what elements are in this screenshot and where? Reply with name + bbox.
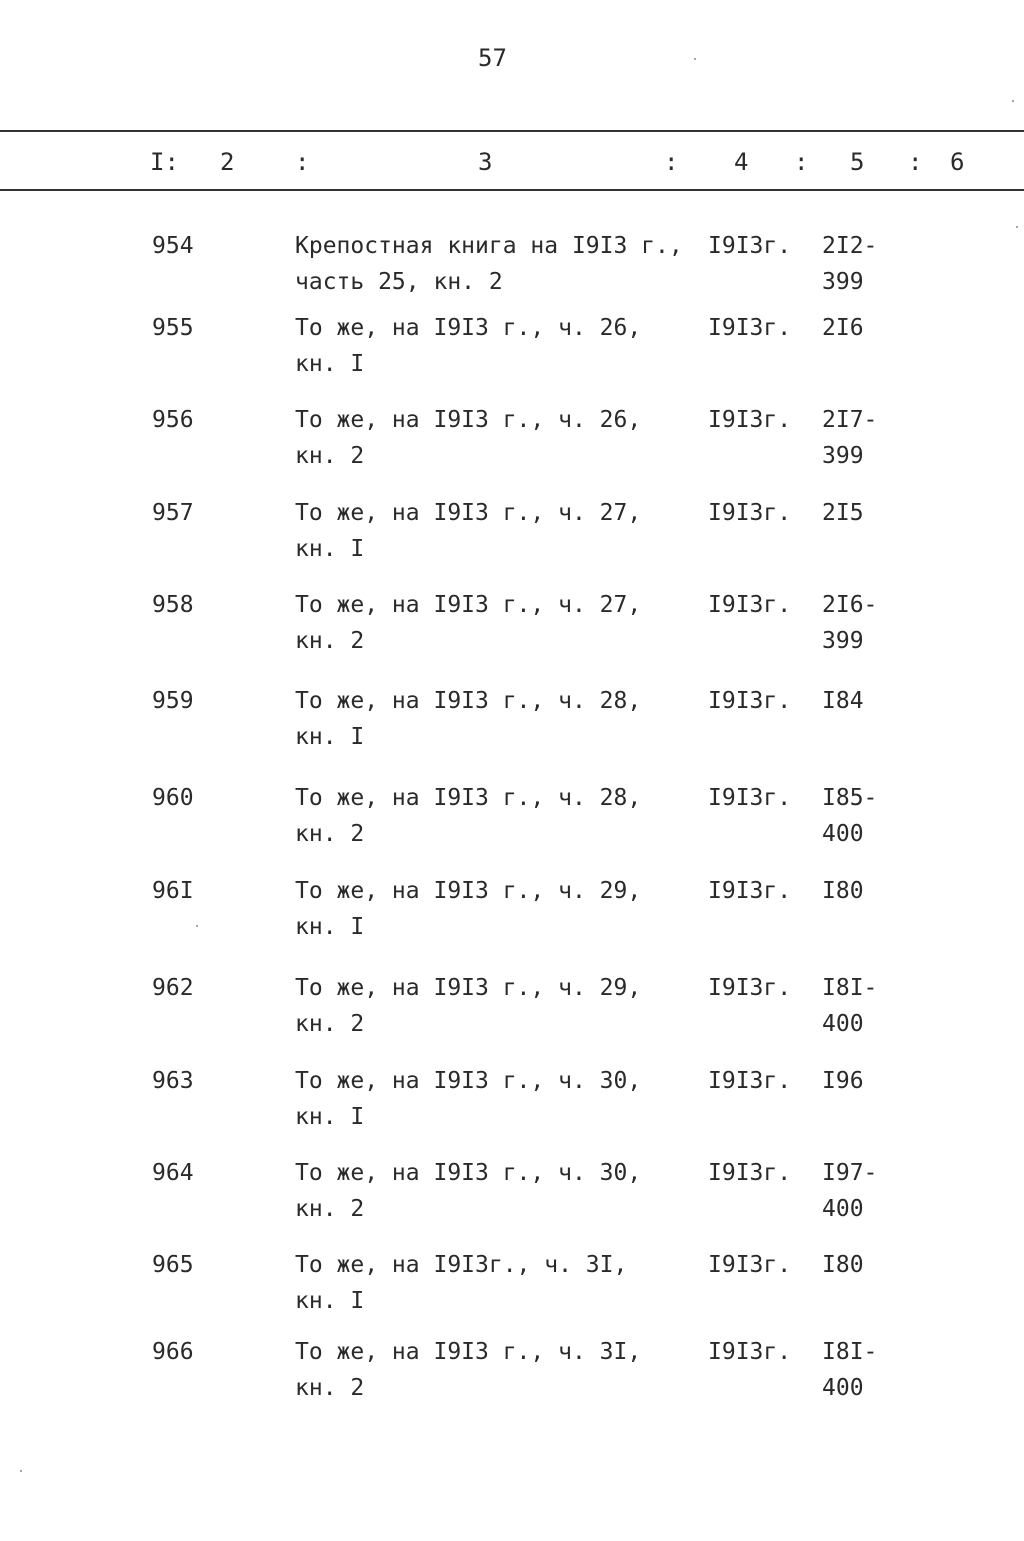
- row-number: 96I: [152, 878, 194, 904]
- description-line1: То же, на I9I3 г., ч. 29,: [295, 975, 642, 1001]
- row-year: I9I3г.: [708, 500, 792, 526]
- header-col6: 6: [950, 148, 965, 176]
- description-line2: кн. 2: [295, 1196, 365, 1222]
- row-pages: [822, 780, 877, 852]
- header-col2: 2: [220, 148, 235, 176]
- row-description: [295, 1063, 641, 1135]
- description-line1: То же, на I9I3 г., ч. 28,: [295, 688, 642, 714]
- description-line1: То же, на I9I3 г., ч. 30,: [295, 1068, 642, 1094]
- row-description: [295, 495, 641, 567]
- row-description: [295, 587, 641, 659]
- row-number: 962: [152, 975, 194, 1001]
- row-description: [295, 970, 641, 1042]
- pages-line2: 400: [822, 1196, 864, 1222]
- row-pages: [822, 873, 864, 909]
- row-year: I9I3г.: [708, 1160, 792, 1186]
- row-description: [295, 310, 641, 382]
- pages-line1: I96: [822, 1068, 864, 1094]
- description-line1: Крепостная книга на I9I3 г.,: [295, 233, 683, 259]
- header-sep2: :: [664, 148, 679, 176]
- description-line2: кн. I: [295, 1288, 365, 1314]
- table-row: [0, 683, 1024, 763]
- page-number: 57: [478, 44, 507, 72]
- row-year: I9I3г.: [708, 1068, 792, 1094]
- scan-speck: [1012, 100, 1014, 102]
- pages-line1: I80: [822, 1252, 864, 1278]
- table-row: [0, 873, 1024, 953]
- pages-line1: I8I-: [822, 1339, 878, 1365]
- row-number: 958: [152, 592, 194, 618]
- pages-line2: 400: [822, 1375, 864, 1401]
- pages-line1: 2I7-: [822, 407, 878, 433]
- pages-line1: I85-: [822, 785, 878, 811]
- description-line2: кн. I: [295, 1104, 365, 1130]
- row-description: [295, 780, 641, 852]
- description-line2: кн. I: [295, 724, 365, 750]
- scan-speck: [196, 925, 198, 927]
- description-line2: кн. I: [295, 536, 365, 562]
- table-row: [0, 1334, 1024, 1414]
- table-row: [0, 780, 1024, 860]
- table-row: [0, 587, 1024, 667]
- row-description: [295, 402, 641, 474]
- row-year: I9I3г.: [708, 975, 792, 1001]
- table-row: [0, 1155, 1024, 1235]
- description-line2: часть 25, кн. 2: [295, 269, 503, 295]
- table-row: [0, 228, 1024, 308]
- row-pages: [822, 683, 864, 719]
- row-description: [295, 683, 641, 755]
- scan-speck: [694, 58, 696, 60]
- description-line1: То же, на I9I3 г., ч. 26,: [295, 407, 642, 433]
- description-line2: кн. I: [295, 914, 365, 940]
- row-year: I9I3г.: [708, 785, 792, 811]
- row-number: 960: [152, 785, 194, 811]
- pages-line2: 399: [822, 443, 864, 469]
- table-row: [0, 402, 1024, 482]
- row-description: [295, 1155, 641, 1227]
- row-number: 964: [152, 1160, 194, 1186]
- description-line2: кн. 2: [295, 1375, 365, 1401]
- row-pages: [822, 1334, 877, 1406]
- row-number: 965: [152, 1252, 194, 1278]
- header-sep1: :: [295, 148, 310, 176]
- description-line1: То же, на I9I3г., ч. 3I,: [295, 1252, 628, 1278]
- description-line1: То же, на I9I3 г., ч. 28,: [295, 785, 642, 811]
- header-top-rule: [0, 130, 1024, 132]
- row-pages: [822, 1155, 877, 1227]
- pages-line2: 399: [822, 269, 864, 295]
- pages-line2: 400: [822, 821, 864, 847]
- header-col5: 5: [850, 148, 865, 176]
- table-row: [0, 310, 1024, 390]
- pages-line1: 2I5: [822, 500, 864, 526]
- row-pages: [822, 310, 864, 346]
- description-line2: кн. 2: [295, 821, 365, 847]
- description-line1: То же, на I9I3 г., ч. 27,: [295, 500, 642, 526]
- row-number: 963: [152, 1068, 194, 1094]
- row-year: I9I3г.: [708, 688, 792, 714]
- pages-line1: 2I6-: [822, 592, 878, 618]
- description-line2: кн. I: [295, 351, 365, 377]
- table-row: [0, 970, 1024, 1050]
- pages-line2: 400: [822, 1011, 864, 1037]
- table-row: [0, 1247, 1024, 1327]
- row-pages: [822, 402, 877, 474]
- row-number: 956: [152, 407, 194, 433]
- pages-line1: I84: [822, 688, 864, 714]
- pages-line1: I80: [822, 878, 864, 904]
- row-year: I9I3г.: [708, 315, 792, 341]
- row-pages: [822, 587, 877, 659]
- table-row: [0, 1063, 1024, 1143]
- row-number: 966: [152, 1339, 194, 1365]
- pages-line1: 2I6: [822, 315, 864, 341]
- row-number: 954: [152, 233, 194, 259]
- row-pages: [822, 1247, 864, 1283]
- row-year: I9I3г.: [708, 1252, 792, 1278]
- row-year: I9I3г.: [708, 233, 792, 259]
- pages-line2: 399: [822, 628, 864, 654]
- table-row: [0, 495, 1024, 575]
- row-description: [295, 228, 683, 300]
- description-line1: То же, на I9I3 г., ч. 3I,: [295, 1339, 642, 1365]
- row-pages: [822, 495, 864, 531]
- description-line1: То же, на I9I3 г., ч. 29,: [295, 878, 642, 904]
- description-line1: То же, на I9I3 г., ч. 30,: [295, 1160, 642, 1186]
- header-sep3: :: [794, 148, 809, 176]
- description-line2: кн. 2: [295, 443, 365, 469]
- row-year: I9I3г.: [708, 407, 792, 433]
- row-year: I9I3г.: [708, 592, 792, 618]
- description-line2: кн. 2: [295, 1011, 365, 1037]
- header-col4: 4: [734, 148, 749, 176]
- row-description: [295, 873, 641, 945]
- row-number: 957: [152, 500, 194, 526]
- row-pages: [822, 970, 877, 1042]
- row-pages: [822, 228, 877, 300]
- row-year: I9I3г.: [708, 878, 792, 904]
- row-number: 959: [152, 688, 194, 714]
- header-col3: 3: [478, 148, 493, 176]
- row-year: I9I3г.: [708, 1339, 792, 1365]
- row-pages: [822, 1063, 864, 1099]
- pages-line1: I8I-: [822, 975, 878, 1001]
- description-line2: кн. 2: [295, 628, 365, 654]
- row-description: [295, 1334, 641, 1406]
- row-number: 955: [152, 315, 194, 341]
- description-line1: То же, на I9I3 г., ч. 26,: [295, 315, 642, 341]
- scan-speck: [20, 1470, 22, 1472]
- header-bottom-rule: [0, 189, 1024, 191]
- header-col1: I:: [150, 148, 179, 176]
- scan-speck: [1016, 226, 1018, 228]
- header-sep4: :: [908, 148, 923, 176]
- row-description: [295, 1247, 627, 1319]
- pages-line1: 2I2-: [822, 233, 878, 259]
- pages-line1: I97-: [822, 1160, 878, 1186]
- description-line1: То же, на I9I3 г., ч. 27,: [295, 592, 642, 618]
